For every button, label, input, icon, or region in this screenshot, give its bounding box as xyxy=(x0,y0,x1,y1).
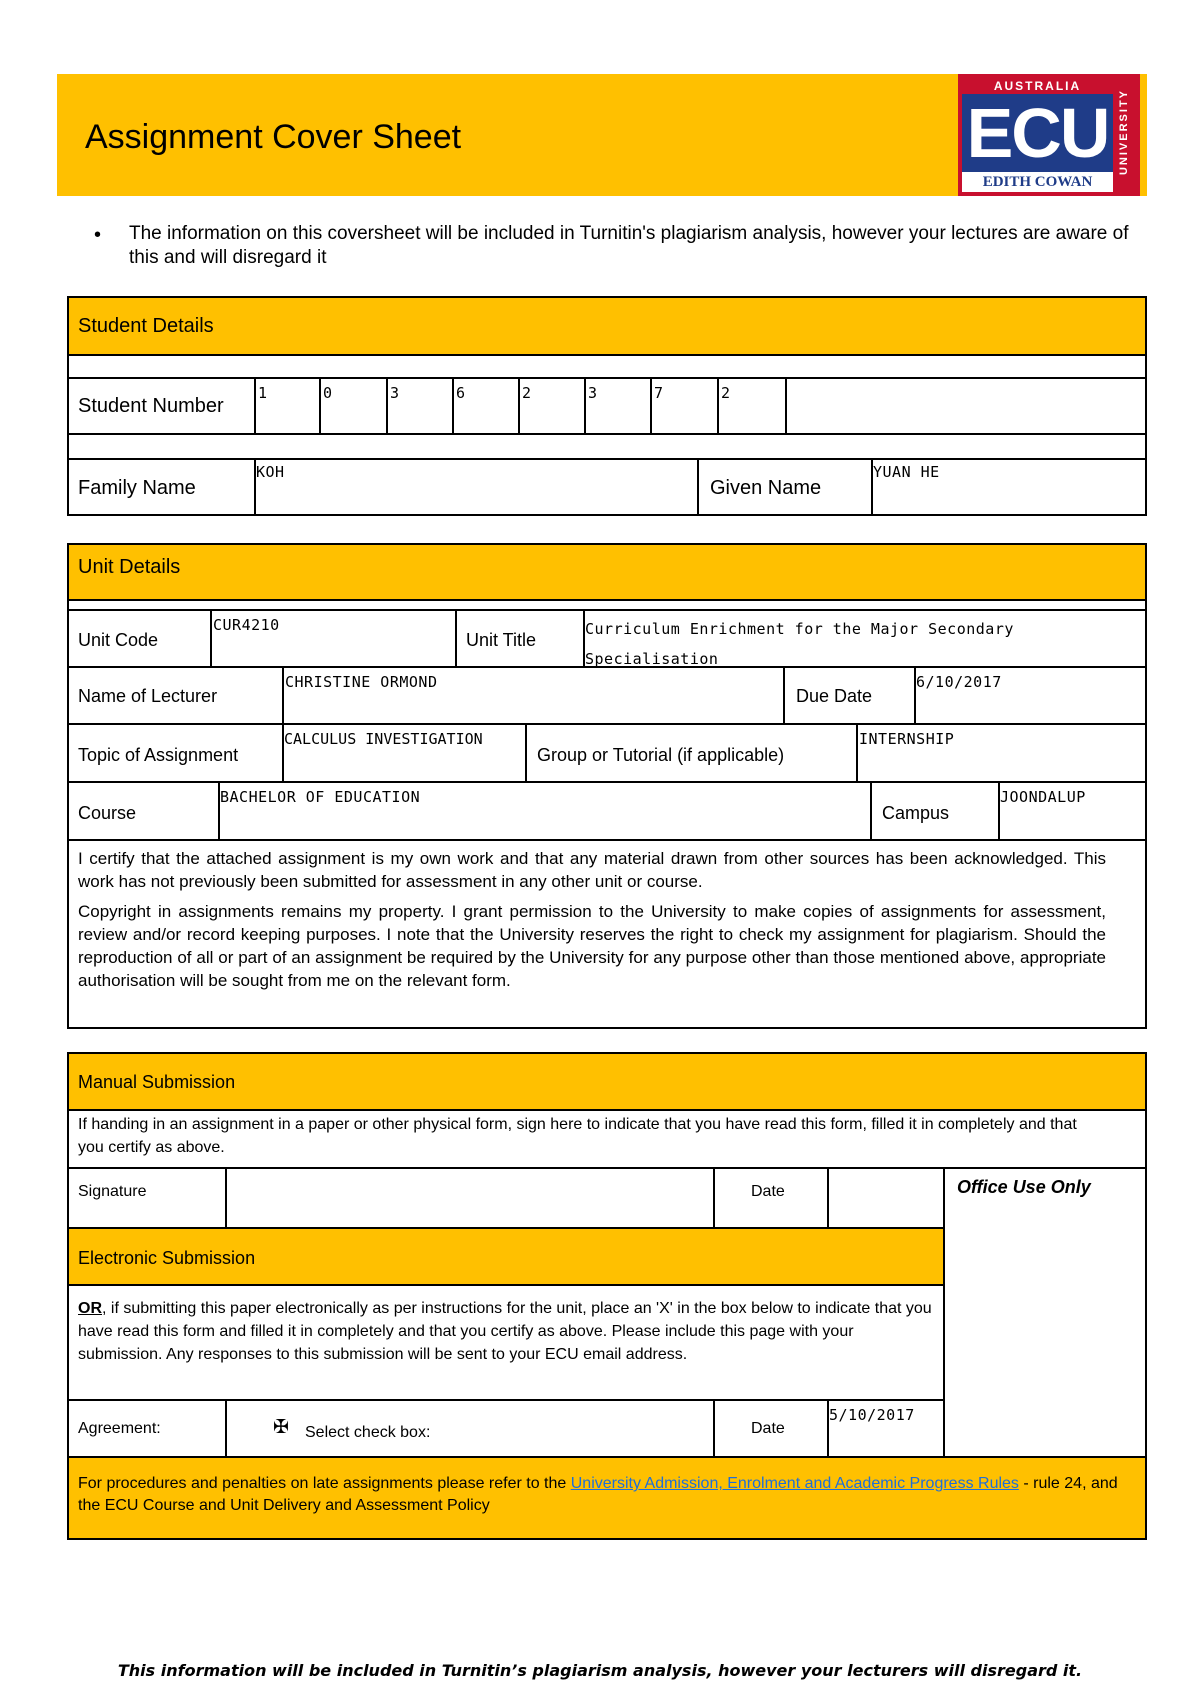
certify-text: I certify that the attached assignment is my own work and that any material drawn from other sources has been acknowledged. This work has not previously been submitted for assessment in any other unit or course. xyxy=(78,849,1106,891)
copyright-text: Copyright in assignments remains my property. I grant permission to the University to make copies of assignments for assessment, review and/or record keeping purposes. I note that the University reserves the right to check my assignment for plagiarism. Should the reproduction of all or part of an assignment be required by the University for any purpose other than those mentioned above, appropriate authorisation will be sought from me on the relevant form. xyxy=(78,902,1106,990)
ecu-logo xyxy=(958,74,1140,196)
manual-text: If handing in an assignment in a paper or other physical form, sign here to indicate that you have read this form, filled it in completely and that you certify as above. xyxy=(78,1116,1077,1156)
student-number-digit: 6 xyxy=(456,384,466,402)
student-number-digit-box[interactable] xyxy=(717,377,787,435)
student-number-digit-box[interactable] xyxy=(254,377,321,435)
due-date-label: Due Date xyxy=(796,686,873,706)
logo-mark: ECU xyxy=(962,94,1113,172)
footer-note: This information will be included in Turnitin’s plagiarism analysis, however your lecturers will disregard it. xyxy=(117,1661,1083,1680)
late-policy-text xyxy=(78,1473,1118,1517)
unit-code-label: Unit Code xyxy=(78,630,159,650)
student-number-digit: 7 xyxy=(654,384,664,402)
student-number-digit-box[interactable] xyxy=(319,377,388,435)
manual-submission-title: Manual Submission xyxy=(78,1072,236,1092)
due-date-value: 6/10/2017 xyxy=(916,673,1002,691)
course-label: Course xyxy=(78,803,137,823)
late-prefix: For procedures and penalties on late assignments please refer to the xyxy=(78,1475,571,1492)
late-suffix: - rule 24, and the ECU Course and Unit Delivery and Assessment Policy xyxy=(78,1475,1118,1514)
student-number-digit: 3 xyxy=(390,384,400,402)
unit-code-value: CUR4210 xyxy=(213,616,280,634)
spacer-row xyxy=(67,433,1147,460)
unit-details-title: Unit Details xyxy=(78,556,181,578)
student-number-digit: 1 xyxy=(258,384,268,402)
logo-side: UNIVERSITY xyxy=(1118,89,1130,176)
student-number-digit-box[interactable] xyxy=(452,377,520,435)
family-name-label: Family Name xyxy=(78,477,196,499)
notice-text: The information on this coversheet will be included in Turnitin's plagiarism analysis, however your lectures are aware of this and will disregard it xyxy=(129,223,1129,268)
bullet-icon: • xyxy=(94,224,102,246)
signature-label: Signature xyxy=(78,1183,147,1200)
given-name-value: YUAN HE xyxy=(873,463,940,481)
student-number-digit-box[interactable] xyxy=(386,377,454,435)
student-number-digit-box[interactable] xyxy=(584,377,652,435)
group-label: Group or Tutorial (if applicable) xyxy=(537,745,785,765)
electronic-text xyxy=(78,1297,936,1366)
logo-name: EDITH COWAN xyxy=(982,174,1093,190)
student-number-digit: 0 xyxy=(323,384,333,402)
checkbox-label: Select check box: xyxy=(305,1424,431,1441)
spacer-row xyxy=(67,354,1147,378)
student-number-digit-box[interactable] xyxy=(650,377,719,435)
student-number-digit: 3 xyxy=(588,384,598,402)
rules-link[interactable]: University Admission, Enrolment and Academic Progress Rules xyxy=(570,1475,1019,1492)
office-use-label: Office Use Only xyxy=(957,1177,1091,1197)
family-name-field[interactable] xyxy=(254,458,699,516)
signature-field[interactable] xyxy=(225,1167,715,1229)
family-name-value: KOH xyxy=(256,463,285,481)
checkbox-icon[interactable]: ✠ xyxy=(273,1416,289,1438)
student-details-title: Student Details xyxy=(78,315,214,337)
student-number-digit-box[interactable] xyxy=(518,377,586,435)
page-title: Assignment Cover Sheet xyxy=(85,118,462,156)
electronic-date-value: 5/10/2017 xyxy=(829,1406,915,1424)
student-number-label: Student Number xyxy=(78,395,224,417)
course-value: BACHELOR OF EDUCATION xyxy=(220,788,421,806)
campus-value: JOONDALUP xyxy=(1000,788,1086,806)
student-number-blank-cell xyxy=(785,377,1147,435)
agreement-label: Agreement: xyxy=(78,1420,161,1437)
unit-title-label: Unit Title xyxy=(466,630,537,650)
manual-date-label: Date xyxy=(751,1183,785,1200)
student-number-digit: 2 xyxy=(522,384,532,402)
electronic-date-label: Date xyxy=(751,1420,785,1437)
topic-label: Topic of Assignment xyxy=(78,745,239,765)
or-label: OR xyxy=(78,1300,102,1317)
unit-title-value: Curriculum Enrichment for the Major Secondary Specialisation xyxy=(585,620,1014,668)
topic-value: CALCULUS INVESTIGATION xyxy=(284,730,483,748)
given-name-label: Given Name xyxy=(710,477,822,499)
unit-details-header xyxy=(67,543,1147,601)
student-details-header xyxy=(67,296,1147,356)
student-number-digit: 2 xyxy=(721,384,731,402)
logo-country: AUSTRALIA xyxy=(962,78,1113,94)
group-value: INTERNSHIP xyxy=(859,730,955,748)
electronic-instructions: , if submitting this paper electronically as per instructions for the unit, place an 'X' in the box below to indicate that you have read this form and filled it in completely and that you certify as above. Please include this page with your submission. Any responses to this submission will be sent to your ECU email address. xyxy=(78,1300,932,1363)
campus-label: Campus xyxy=(882,803,950,823)
lecturer-value: CHRISTINE ORMOND xyxy=(285,673,438,691)
office-use-cell xyxy=(943,1167,1147,1458)
electronic-submission-title: Electronic Submission xyxy=(78,1248,256,1268)
manual-date-field[interactable] xyxy=(827,1167,945,1229)
lecturer-label: Name of Lecturer xyxy=(78,686,218,706)
agreement-checkbox-cell[interactable] xyxy=(225,1399,715,1458)
